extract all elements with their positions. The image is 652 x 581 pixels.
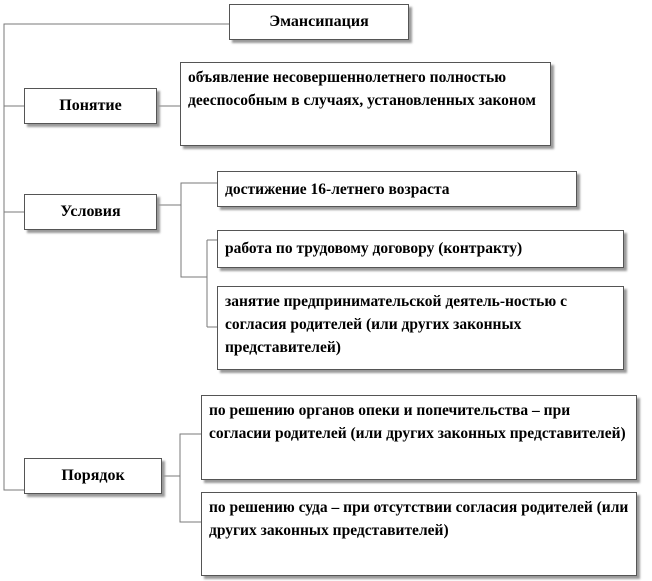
procedure-guardianship: по решению органов опеки и попечительства – при согласии родителей (или других законных представителей): [201, 395, 637, 480]
category-procedure: Порядок: [24, 458, 162, 494]
title-box: Эмансипация: [229, 4, 409, 40]
condition-employment: работа по трудовому договору (контракту): [217, 230, 624, 268]
condition-business: занятие предпринимательской деятель-ностью с согласия родителей (или других законных представителей): [217, 286, 624, 370]
category-conditions: Условия: [24, 194, 157, 230]
concept-definition: объявление несовершеннолетнего полностью дееспособным в случаях, установленных законом: [180, 62, 551, 146]
category-concept: Понятие: [24, 88, 157, 124]
procedure-court: по решению суда – при отсутствии согласия родителей (или других законных представителей): [201, 492, 637, 576]
condition-age: достижение 16-летнего возраста: [217, 171, 577, 207]
